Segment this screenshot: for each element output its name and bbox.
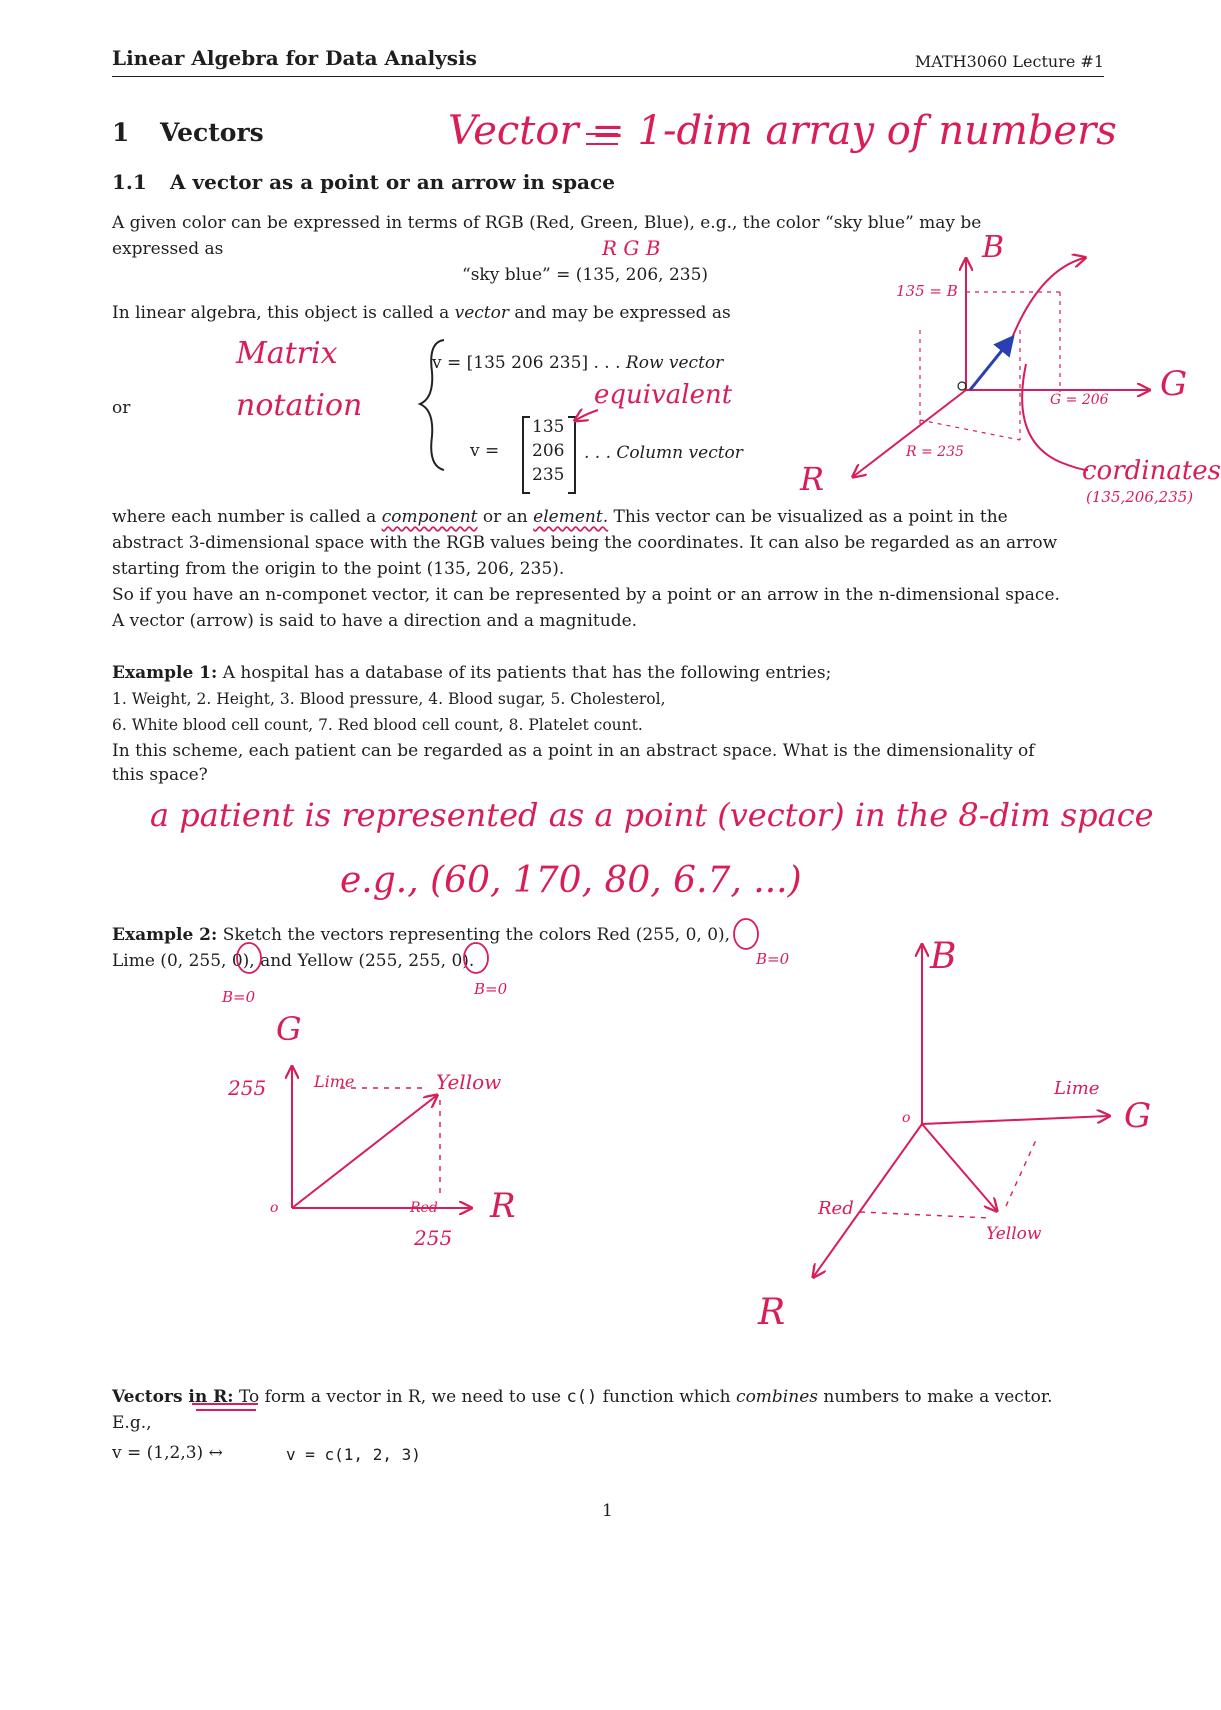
vectors-in-r-line: Vectors in R: To form a vector in R, we need to use c() function which combines numbers to make a vector. (112, 1387, 1053, 1407)
handwritten-notation: notation (236, 388, 363, 423)
handwritten-axis-b: B (982, 230, 1005, 265)
column-value: 206 (532, 441, 565, 461)
handwritten-axis-r: R (800, 460, 825, 498)
sky-blue-vector-arrow (970, 338, 1012, 390)
handwritten-255: 255 (228, 1076, 267, 1100)
intro-line-1: A given color can be expressed in terms of RGB (Red, Green, Blue), e.g., the color “sky blue” may be (112, 213, 982, 233)
vectors-in-r-eg: E.g., (112, 1413, 152, 1433)
section-title: Vectors (160, 118, 264, 147)
handwritten-b-value: 135 = B (896, 282, 958, 300)
example1-list-2: 6. White blood cell count, 7. Red blood cell count, 8. Platelet count. (112, 716, 643, 734)
handwritten-b-zero: B=0 (474, 980, 508, 998)
handwritten-b-zero: B=0 (756, 950, 790, 968)
underline-marks (192, 1404, 258, 1410)
example1-question-2: this space? (112, 765, 208, 785)
red-circle-marks (237, 919, 758, 973)
handwritten-lime: Lime (314, 1072, 355, 1091)
example2-3d-plot (814, 946, 1108, 1276)
intro-line-3: In linear algebra, this object is called a vector and may be expressed as (112, 303, 731, 323)
handwritten-vector-definition: Vector = 1-dim array of numbers (448, 108, 1117, 154)
equivalent-arrow (576, 410, 598, 420)
example1-text: Example 1: A hospital has a database of its patients that has the following entries; (112, 663, 832, 683)
handwritten-rgb: R G B (602, 236, 661, 260)
page-number: 1 (602, 1501, 613, 1521)
handwritten-r-value: R = 235 (906, 444, 964, 460)
handwritten-b-zero: B=0 (222, 988, 256, 1006)
handwritten-axis-r: R (758, 1292, 786, 1333)
section-number: 1 (112, 118, 130, 147)
handwritten-origin: o (902, 1110, 911, 1126)
handwritten-g-value: G = 206 (1050, 392, 1109, 408)
header-course: MATH3060 Lecture #1 (914, 52, 1104, 71)
handwritten-red: Red (818, 1198, 854, 1219)
handwritten-coordinate-values: (135,206,235) (1086, 488, 1194, 506)
vectors-in-r-code: v = c(1, 2, 3) (286, 1445, 421, 1464)
example2-text-1: Example 2: Sketch the vectors representing the colors Red (255, 0, 0), (112, 925, 731, 945)
handwritten-lime: Lime (1054, 1078, 1100, 1099)
example2-text-2: Lime (0, 255, 0), and Yellow (255, 255, 0). (112, 951, 475, 971)
explanation-line-1: where each number is called a component or an element. This vector can be visualized as a point in the (112, 507, 1008, 527)
column-value: 135 (532, 417, 565, 437)
rgb-3d-axes (854, 258, 1148, 476)
handwritten-equivalent: equivalent (594, 380, 733, 410)
or-word: or (112, 398, 131, 418)
sky-blue-equation: “sky blue” = (135, 206, 235) (462, 265, 709, 285)
example1-list-1: 1. Weight, 2. Height, 3. Blood pressure, 4. Blood sugar, 5. Cholesterol, (112, 690, 666, 708)
handwritten-patient-answer: a patient is represented as a point (vector) in the 8-dim space (150, 796, 1154, 834)
column-value: 235 (532, 465, 565, 485)
explanation-line-5: A vector (arrow) is said to have a direction and a magnitude. (112, 611, 638, 631)
explanation-line-4: So if you have an n-componet vector, it can be represented by a point or an arrow in the n-dimensional space. (112, 585, 1060, 605)
handwritten-example-vector: e.g., (60, 170, 80, 6.7, ...) (340, 860, 802, 901)
handwritten-cordinates: cordinates (1082, 456, 1221, 486)
vectors-in-r-math: v = (1,2,3) ↔ (112, 1443, 223, 1463)
intro-line-2: expressed as (112, 239, 224, 259)
handwritten-255: 255 (414, 1226, 453, 1250)
header-title: Linear Algebra for Data Analysis (112, 46, 477, 70)
subsection-title: A vector as a point or an arrow in space (170, 170, 615, 194)
handwritten-axis-g: G (1124, 1096, 1152, 1136)
handwritten-yellow: Yellow (436, 1070, 502, 1094)
explanation-line-2: abstract 3-dimensional space with the RGB values being the coordinates. It can also be regarded as an arrow (112, 533, 1058, 553)
handwritten-axis-b: B (930, 936, 957, 977)
handwritten-axis-r: R (490, 1186, 516, 1226)
row-vector: v = [135 206 235] . . . Row vector (432, 353, 724, 373)
explanation-line-3: starting from the origin to the point (135, 206, 235). (112, 559, 565, 579)
handwritten-axis-g: G (276, 1010, 302, 1048)
example2-2d-plot (292, 1068, 470, 1208)
subsection-number: 1.1 (112, 170, 147, 194)
column-vector-label: . . . Column vector (584, 443, 743, 463)
handwritten-red: Red (410, 1200, 438, 1216)
handwritten-axis-g: G (1160, 364, 1188, 404)
notation-brace (420, 340, 444, 470)
handwritten-origin: o (270, 1200, 279, 1216)
handwritten-yellow: Yellow (986, 1224, 1042, 1244)
handwritten-matrix: Matrix (236, 336, 338, 371)
column-vector-prefix: v = (470, 441, 500, 461)
example1-question-1: In this scheme, each patient can be regarded as a point in an abstract space. What is the dimensionality of (112, 741, 1035, 761)
equals-sign-stroke (586, 134, 618, 144)
origin-point (958, 382, 966, 390)
